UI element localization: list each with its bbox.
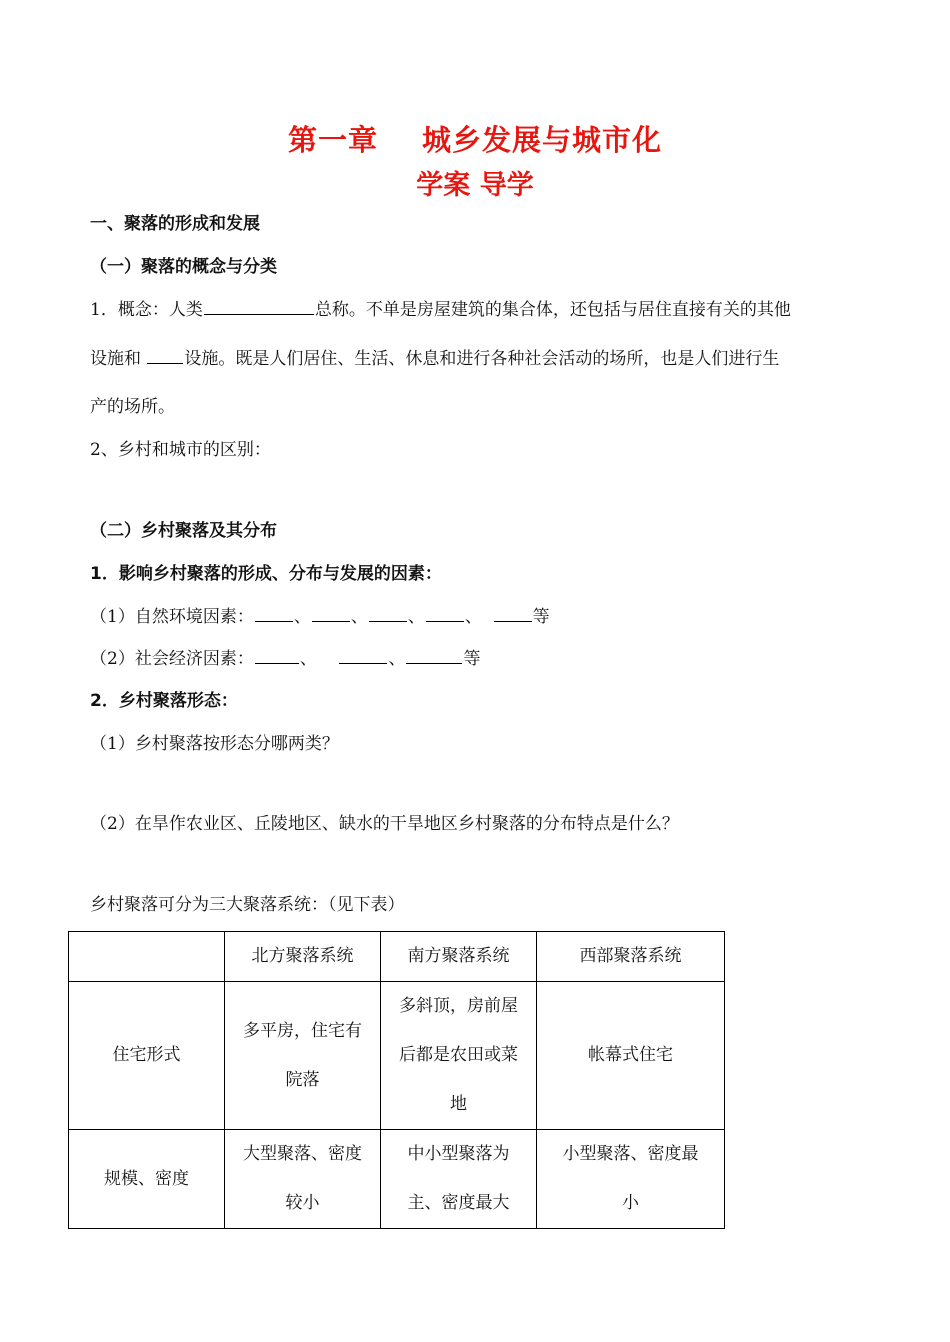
table-header-cell: 北方聚落系统 [225, 932, 381, 982]
concept-line-2 [90, 346, 779, 371]
separator: 、 [299, 649, 317, 669]
table-intro: 乡村聚落可分为三大聚落系统：（见下表） [90, 895, 405, 915]
cell-line: 多斜顶，房前屋 [399, 996, 518, 1016]
cell-line: 帐幕式住宅 [588, 1045, 673, 1065]
concept-text-b: 总称。不单是房屋建筑的集合体，还包括与居住直接有关的其他 [314, 300, 791, 320]
settlement-form-heading: 2．乡村聚落形态： [90, 691, 238, 711]
chapter-topic: 城乡发展与城市化 [422, 123, 663, 157]
cell-line: 中小型聚落为 [407, 1144, 510, 1164]
cell-line: 较小 [285, 1193, 320, 1213]
separator: 、 [407, 607, 425, 627]
blank [406, 646, 462, 664]
natural-factors-label: （1）自然环境因素： [90, 607, 254, 627]
table-header-cell [69, 932, 225, 982]
cell-line: 小型聚落、密度最 [562, 1144, 699, 1164]
concept-text-c: 设施和 [90, 349, 141, 369]
blank [312, 604, 350, 622]
separator: 、 [388, 649, 406, 669]
table-header-row [69, 932, 725, 982]
table-header-cell: 西部聚落系统 [537, 932, 725, 982]
blank [255, 604, 293, 622]
table-cell [381, 1130, 537, 1229]
cell-line: 多平房，住宅有 [243, 1020, 362, 1041]
concept-text-d: 设施。既是人们居住、生活、休息和进行各种社会活动的场所，也是人们进行生 [184, 349, 780, 369]
blank [339, 646, 387, 664]
etc-text: 等 [463, 649, 481, 669]
subsection-heading-1: （一）聚落的概念与分类 [90, 257, 277, 277]
table-cell [381, 982, 537, 1130]
cell-line: 大型聚落、密度 [243, 1144, 362, 1164]
table-row [69, 1130, 725, 1229]
separator: 、 [464, 607, 482, 627]
blank [147, 346, 183, 364]
chapter-number: 第一章 [287, 123, 378, 157]
table-header-cell: 南方聚落系统 [381, 932, 537, 982]
table-row [69, 982, 725, 1130]
section-heading: 一、聚落的形成和发展 [90, 214, 260, 234]
cell-line: 后都是农田或菜 [399, 1045, 518, 1065]
table-cell [225, 982, 381, 1130]
cell-line: 主、密度最大 [407, 1193, 510, 1213]
settlement-systems-table [68, 931, 725, 1229]
form-question-1: （1）乡村聚落按形态分哪两类？ [90, 734, 339, 754]
chapter-title [0, 118, 950, 159]
chapter-subtitle: 学案 导学 [416, 170, 534, 201]
table-cell [225, 1130, 381, 1229]
social-factors-label: （2）社会经济因素： [90, 649, 254, 669]
difference-question: 2、乡村和城市的区别： [90, 440, 271, 460]
separator: 、 [293, 607, 311, 627]
cell-line: 规模、密度 [104, 1168, 189, 1189]
row-label [69, 1130, 225, 1229]
concept-line-3: 产的场所。 [90, 397, 175, 417]
separator: 、 [350, 607, 368, 627]
natural-factors-line [90, 604, 550, 629]
form-question-2: （2）在旱作农业区、丘陵地区、缺水的干旱地区乡村聚落的分布特点是什么？ [90, 814, 679, 834]
cell-line: 小 [622, 1193, 639, 1213]
table-cell [537, 982, 725, 1130]
etc-text: 等 [532, 607, 550, 627]
cell-line: 院落 [285, 1069, 320, 1090]
blank [426, 604, 464, 622]
social-factors-line [90, 646, 480, 671]
cell-line: 地 [450, 1094, 467, 1114]
blank [369, 604, 407, 622]
blank [204, 297, 314, 315]
row-label: 住宅形式 [69, 982, 225, 1130]
table-cell [537, 1130, 725, 1229]
blank [255, 646, 299, 664]
blank [494, 604, 532, 622]
concept-text-a: 1．概念：人类 [90, 300, 203, 320]
factors-question: 1．影响乡村聚落的形成、分布与发展的因素： [90, 564, 442, 584]
subsection-heading-2: （二）乡村聚落及其分布 [90, 521, 277, 541]
concept-line-1 [90, 297, 791, 322]
